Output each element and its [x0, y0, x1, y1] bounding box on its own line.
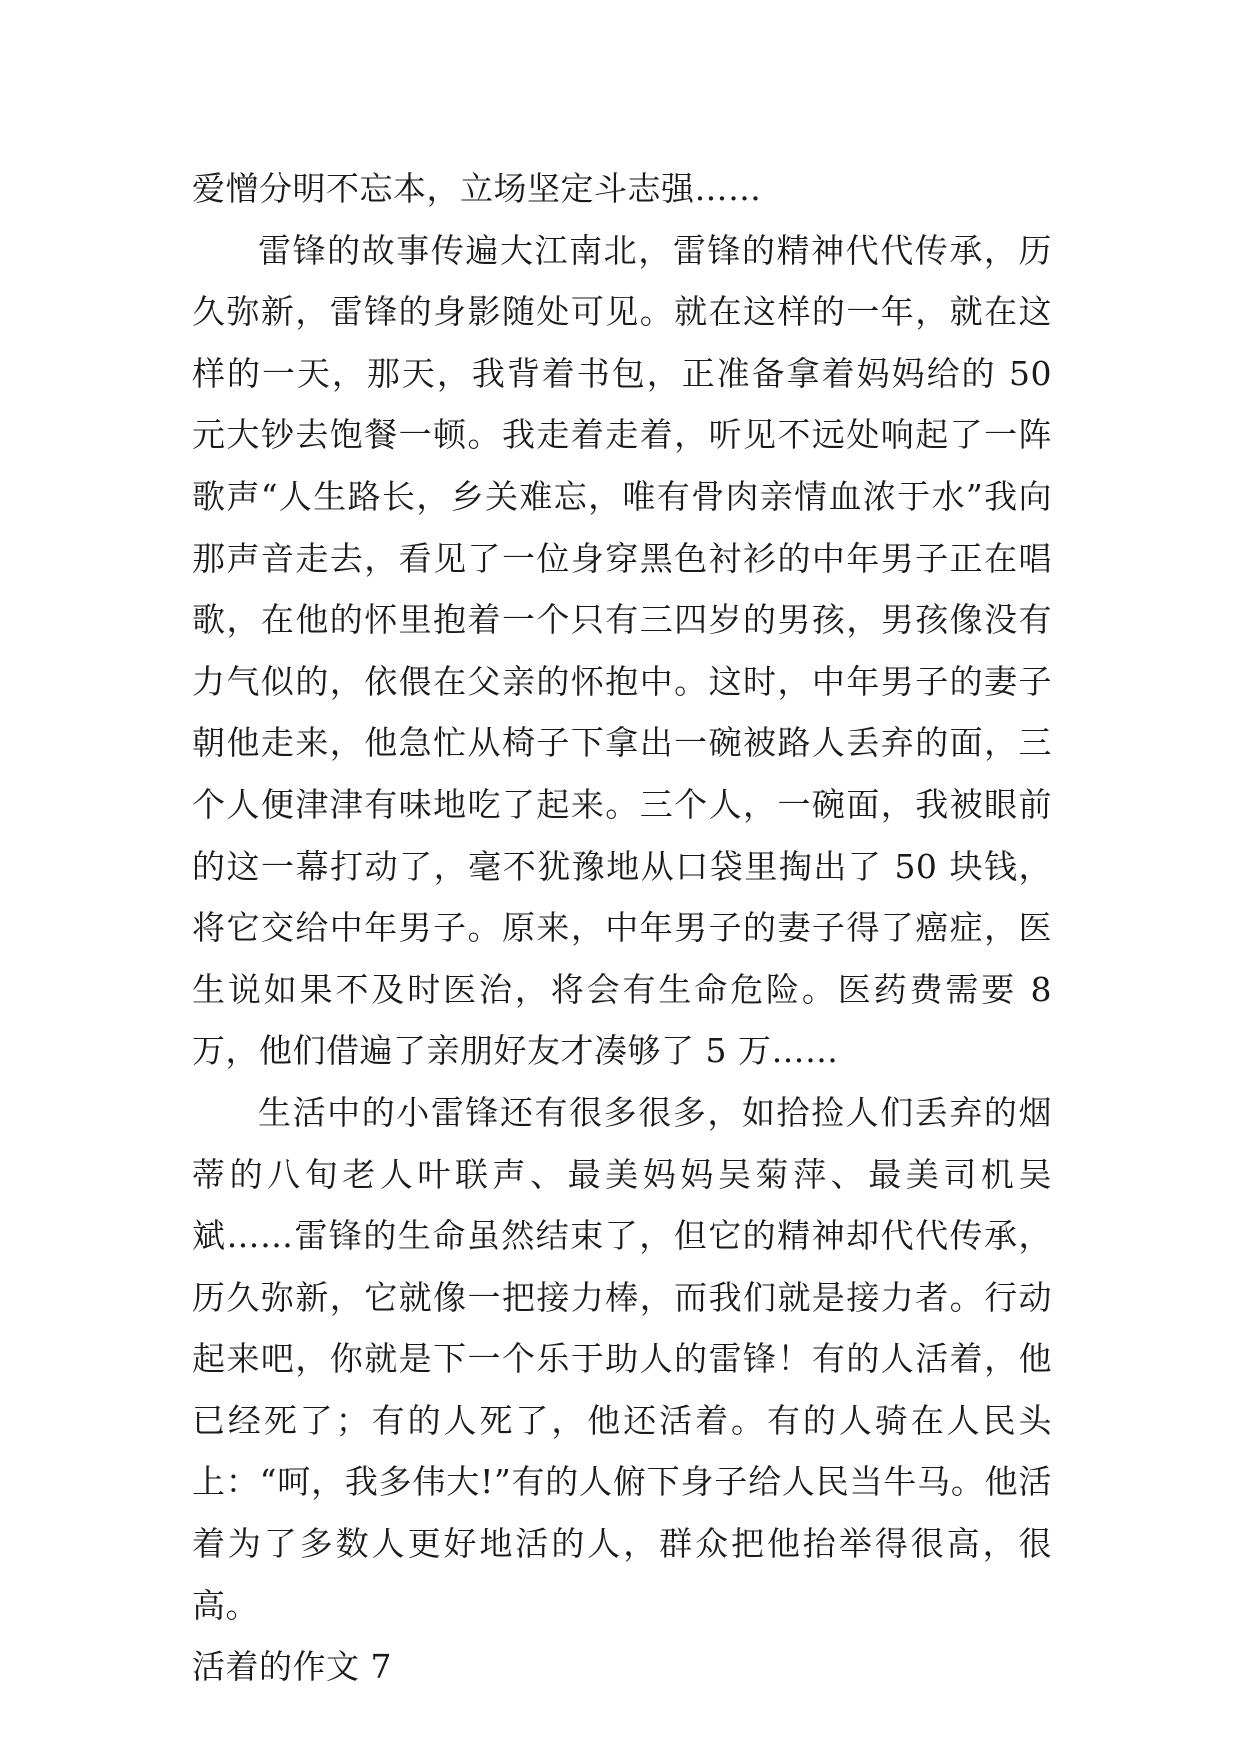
- essay-heading: 活着的作文 7: [192, 1647, 392, 1687]
- paragraph-little-lei-feng: 生活中的小雷锋还有很多很多，如拾捡人们丢弃的烟蒂的八旬老人叶联声、最美妈妈吴菊萍、最美司机吴斌……雷锋的生命虽然结束了，但它的精神却代代传承，历久弥新，它就像一把接力棒，而我们就是接力者。行动起来吧，你就是下一个乐于助人的雷锋！有的人活着，他已经死了；有的人死了，他还活着。有的人骑在人民头上：“呵，我多伟大!”有的人俯下身子给人民当牛马。他活着为了多数人更好地活的人，群众把他抬举得很高，很高。: [192, 1092, 1052, 1625]
- document-body: [192, 158, 1052, 1698]
- paragraph-continuation: 爱憎分明不忘本，立场坚定斗志强……: [192, 169, 762, 208]
- paragraph-lei-feng-story: 雷锋的故事传遍大江南北，雷锋的精神代代传承，历久弥新，雷锋的身影随处可见。就在这样的一年，就在这样的一天，那天，我背着书包，正准备拿着妈妈给的 50 元大钞去饱餐一顿。我走着走着，听见不远处响起了一阵歌声“人生路长，乡关难忘，唯有骨肉亲情血浓于水”我向那声音走去，看见了一位身穿黑色衬衫的中年男子正在唱歌，在他的怀里抱着一个只有三四岁的男孩，男孩像没有力气似的，依偎在父亲的怀抱中。这时，中年男子的妻子朝他走来，他急忙从椅子下拿出一碗被路人丢弃的面，三个人便津津有味地吃了起来。三个人，一碗面，我被眼前的这一幕打动了，毫不犹豫地从口袋里掏出了 50 块钱，将它交给中年男子。原来，中年男子的妻子得了癌症，医生说如果不及时医治，将会有生命危险。医药费需要 8 万，他们借遍了亲朋好友才凑够了 5 万……: [192, 230, 1052, 1071]
